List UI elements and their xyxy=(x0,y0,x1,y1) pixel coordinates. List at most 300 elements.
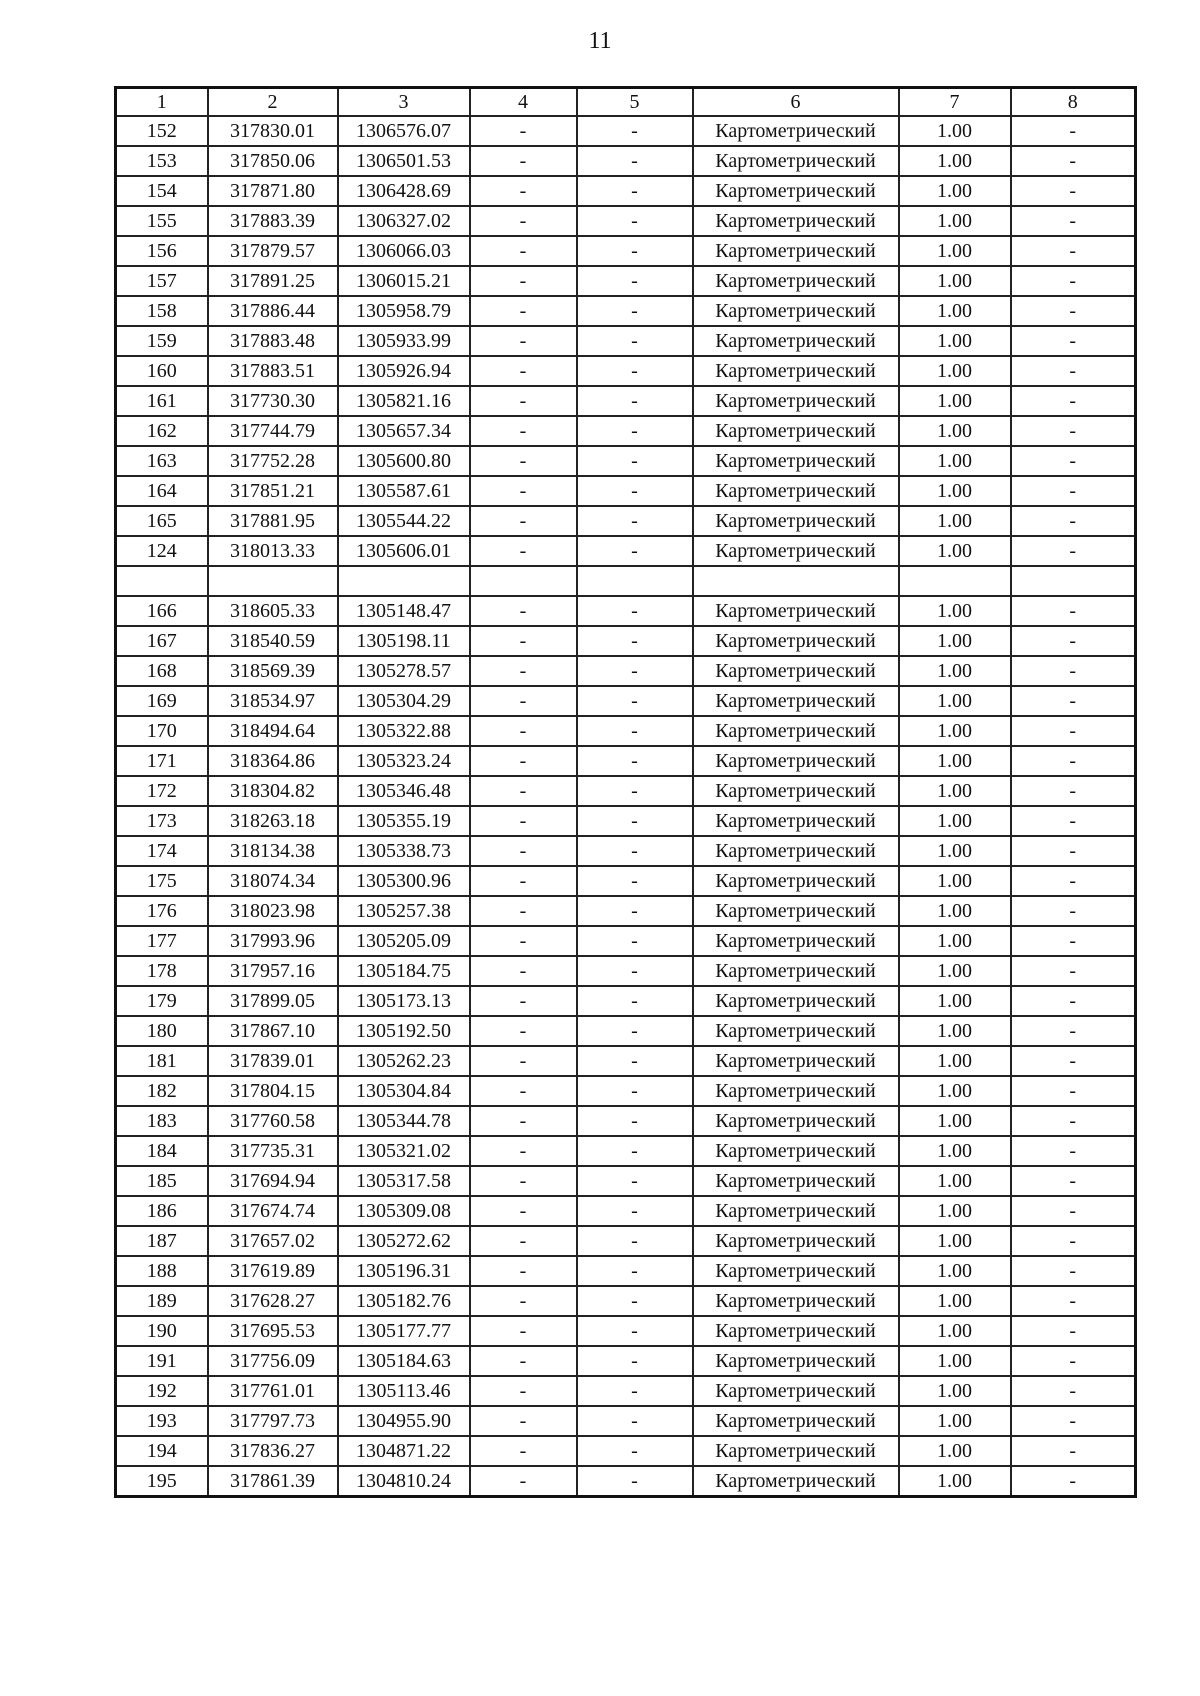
table-row xyxy=(116,296,1136,326)
method-cell: Картометрический xyxy=(693,386,899,416)
accuracy-cell: 1.00 xyxy=(899,1466,1011,1497)
column-8-cell: - xyxy=(1011,1196,1136,1226)
method-cell: Картометрический xyxy=(693,656,899,686)
y-coordinate-cell: 1305196.31 xyxy=(338,1256,470,1286)
x-coordinate-cell: 317881.95 xyxy=(208,506,338,536)
y-coordinate-cell: 1305182.76 xyxy=(338,1286,470,1316)
x-coordinate-cell: 317851.21 xyxy=(208,476,338,506)
point-number-cell: 167 xyxy=(116,626,208,656)
accuracy-cell: 1.00 xyxy=(899,836,1011,866)
column-8-cell: - xyxy=(1011,236,1136,266)
point-number-cell: 189 xyxy=(116,1286,208,1316)
point-number-cell: 124 xyxy=(116,536,208,566)
column-8-cell: - xyxy=(1011,266,1136,296)
point-number-cell: 153 xyxy=(116,146,208,176)
table-row xyxy=(116,986,1136,1016)
x-coordinate-cell: 317883.48 xyxy=(208,326,338,356)
point-number-cell: 194 xyxy=(116,1436,208,1466)
method-cell: Картометрический xyxy=(693,896,899,926)
method-cell: Картометрический xyxy=(693,686,899,716)
column-5-cell: - xyxy=(577,1436,693,1466)
column-5-cell: - xyxy=(577,1346,693,1376)
accuracy-cell: 1.00 xyxy=(899,746,1011,776)
x-coordinate-cell: 317735.31 xyxy=(208,1136,338,1166)
table-row xyxy=(116,146,1136,176)
column-5-cell: - xyxy=(577,536,693,566)
method-cell: Картометрический xyxy=(693,116,899,146)
table-row xyxy=(116,836,1136,866)
y-coordinate-cell: 1305600.80 xyxy=(338,446,470,476)
method-cell: Картометрический xyxy=(693,236,899,266)
column-5-cell: - xyxy=(577,326,693,356)
table-row xyxy=(116,866,1136,896)
column-4-cell: - xyxy=(470,1106,577,1136)
x-coordinate-cell: 318074.34 xyxy=(208,866,338,896)
table-row xyxy=(116,266,1136,296)
column-5-cell: - xyxy=(577,116,693,146)
accuracy-cell: 1.00 xyxy=(899,776,1011,806)
y-coordinate-cell: 1305317.58 xyxy=(338,1166,470,1196)
y-coordinate-cell: 1305321.02 xyxy=(338,1136,470,1166)
column-8-cell: - xyxy=(1011,1346,1136,1376)
table-row xyxy=(116,1166,1136,1196)
table-row xyxy=(116,1106,1136,1136)
method-cell: Картометрический xyxy=(693,1286,899,1316)
column-4-cell: - xyxy=(470,1136,577,1166)
y-coordinate-cell: 1305278.57 xyxy=(338,656,470,686)
accuracy-cell: 1.00 xyxy=(899,1016,1011,1046)
column-5-cell: - xyxy=(577,266,693,296)
point-number-cell: 175 xyxy=(116,866,208,896)
accuracy-cell: 1.00 xyxy=(899,176,1011,206)
table-body xyxy=(116,88,1136,1497)
column-8-cell: - xyxy=(1011,116,1136,146)
point-number-cell: 183 xyxy=(116,1106,208,1136)
x-coordinate-cell: 317883.39 xyxy=(208,206,338,236)
column-8-cell: - xyxy=(1011,716,1136,746)
column-5-cell: - xyxy=(577,626,693,656)
table-row xyxy=(116,446,1136,476)
column-5-cell: - xyxy=(577,176,693,206)
accuracy-cell: 1.00 xyxy=(899,716,1011,746)
table-row xyxy=(116,356,1136,386)
x-coordinate-cell xyxy=(208,566,338,596)
y-coordinate-cell: 1305177.77 xyxy=(338,1316,470,1346)
method-cell: Картометрический xyxy=(693,146,899,176)
column-8-cell: - xyxy=(1011,146,1136,176)
accuracy-cell: 1.00 xyxy=(899,1286,1011,1316)
method-cell: Картометрический xyxy=(693,746,899,776)
x-coordinate-cell: 317899.05 xyxy=(208,986,338,1016)
point-number-cell: 165 xyxy=(116,506,208,536)
column-5-cell: - xyxy=(577,1046,693,1076)
accuracy-cell: 1.00 xyxy=(899,1166,1011,1196)
point-number-cell: 159 xyxy=(116,326,208,356)
table-row xyxy=(116,926,1136,956)
column-8-cell: - xyxy=(1011,446,1136,476)
table-row xyxy=(116,746,1136,776)
column-4-cell: - xyxy=(470,626,577,656)
x-coordinate-cell: 317879.57 xyxy=(208,236,338,266)
method-cell: Картометрический xyxy=(693,1256,899,1286)
accuracy-cell: 1.00 xyxy=(899,536,1011,566)
accuracy-cell: 1.00 xyxy=(899,656,1011,686)
accuracy-cell: 1.00 xyxy=(899,1046,1011,1076)
column-8-cell: - xyxy=(1011,386,1136,416)
column-4-cell: - xyxy=(470,806,577,836)
table-row xyxy=(116,716,1136,746)
method-cell: Картометрический xyxy=(693,866,899,896)
table-row xyxy=(116,596,1136,626)
point-number-cell: 161 xyxy=(116,386,208,416)
y-coordinate-cell: 1305958.79 xyxy=(338,296,470,326)
column-4-cell: - xyxy=(470,746,577,776)
accuracy-cell: 1.00 xyxy=(899,326,1011,356)
x-coordinate-cell: 318540.59 xyxy=(208,626,338,656)
accuracy-cell: 1.00 xyxy=(899,1226,1011,1256)
point-number-cell: 173 xyxy=(116,806,208,836)
y-coordinate-cell: 1305544.22 xyxy=(338,506,470,536)
column-5-cell: - xyxy=(577,716,693,746)
table-row xyxy=(116,1256,1136,1286)
column-4-cell: - xyxy=(470,146,577,176)
table-row xyxy=(116,476,1136,506)
column-8-cell: - xyxy=(1011,296,1136,326)
point-number-cell: 193 xyxy=(116,1406,208,1436)
column-4-cell: - xyxy=(470,716,577,746)
x-coordinate-cell: 317752.28 xyxy=(208,446,338,476)
column-8-cell: - xyxy=(1011,1136,1136,1166)
accuracy-cell: 1.00 xyxy=(899,146,1011,176)
column-5-cell: - xyxy=(577,746,693,776)
column-8-cell: - xyxy=(1011,626,1136,656)
y-coordinate-cell: 1305262.23 xyxy=(338,1046,470,1076)
y-coordinate-cell: 1305198.11 xyxy=(338,626,470,656)
column-8-cell: - xyxy=(1011,926,1136,956)
column-4-cell: - xyxy=(470,326,577,356)
method-cell: Картометрический xyxy=(693,1406,899,1436)
column-5-cell: - xyxy=(577,1316,693,1346)
x-coordinate-cell: 317760.58 xyxy=(208,1106,338,1136)
column-5-cell: - xyxy=(577,206,693,236)
table-row xyxy=(116,956,1136,986)
point-number-cell: 157 xyxy=(116,266,208,296)
column-8-cell: - xyxy=(1011,866,1136,896)
column-5-cell: - xyxy=(577,506,693,536)
method-cell: Картометрический xyxy=(693,836,899,866)
column-8-cell: - xyxy=(1011,536,1136,566)
table-row xyxy=(116,1346,1136,1376)
column-8-cell: - xyxy=(1011,746,1136,776)
column-8-cell: - xyxy=(1011,956,1136,986)
column-4-cell xyxy=(470,566,577,596)
x-coordinate-cell: 317883.51 xyxy=(208,356,338,386)
column-4-cell: - xyxy=(470,1466,577,1497)
column-5-cell: - xyxy=(577,1106,693,1136)
method-cell: Картометрический xyxy=(693,266,899,296)
column-4-cell: - xyxy=(470,206,577,236)
accuracy-cell: 1.00 xyxy=(899,626,1011,656)
column-4-cell: - xyxy=(470,1076,577,1106)
y-coordinate-cell: 1305933.99 xyxy=(338,326,470,356)
y-coordinate-cell: 1305587.61 xyxy=(338,476,470,506)
column-4-cell: - xyxy=(470,386,577,416)
column-8-cell: - xyxy=(1011,176,1136,206)
column-8-cell: - xyxy=(1011,1226,1136,1256)
method-cell: Картометрический xyxy=(693,1076,899,1106)
x-coordinate-cell: 318569.39 xyxy=(208,656,338,686)
method-cell: Картометрический xyxy=(693,416,899,446)
x-coordinate-cell: 318013.33 xyxy=(208,536,338,566)
x-coordinate-cell: 317695.53 xyxy=(208,1316,338,1346)
accuracy-cell: 1.00 xyxy=(899,506,1011,536)
y-coordinate-cell: 1305257.38 xyxy=(338,896,470,926)
column-5-cell: - xyxy=(577,956,693,986)
column-4-cell: - xyxy=(470,416,577,446)
column-4-cell: - xyxy=(470,896,577,926)
method-cell: Картометрический xyxy=(693,1346,899,1376)
column-5-cell: - xyxy=(577,296,693,326)
table-row xyxy=(116,1016,1136,1046)
column-4-cell: - xyxy=(470,506,577,536)
table-row xyxy=(116,626,1136,656)
accuracy-cell: 1.00 xyxy=(899,1436,1011,1466)
accuracy-cell: 1.00 xyxy=(899,1346,1011,1376)
column-5-cell: - xyxy=(577,1256,693,1286)
column-5-cell: - xyxy=(577,926,693,956)
x-coordinate-cell: 318263.18 xyxy=(208,806,338,836)
header-cell: 6 xyxy=(693,88,899,117)
point-number-cell: 168 xyxy=(116,656,208,686)
method-cell: Картометрический xyxy=(693,1436,899,1466)
y-coordinate-cell: 1305309.08 xyxy=(338,1196,470,1226)
method-cell: Картометрический xyxy=(693,506,899,536)
column-8-cell: - xyxy=(1011,836,1136,866)
point-number-cell: 172 xyxy=(116,776,208,806)
column-4-cell: - xyxy=(470,1376,577,1406)
table-row xyxy=(116,506,1136,536)
point-number-cell: 191 xyxy=(116,1346,208,1376)
column-5-cell: - xyxy=(577,1016,693,1046)
x-coordinate-cell: 317694.94 xyxy=(208,1166,338,1196)
x-coordinate-cell: 318304.82 xyxy=(208,776,338,806)
accuracy-cell: 1.00 xyxy=(899,686,1011,716)
point-number-cell xyxy=(116,566,208,596)
method-cell: Картометрический xyxy=(693,1016,899,1046)
column-5-cell: - xyxy=(577,1196,693,1226)
column-8-cell: - xyxy=(1011,1406,1136,1436)
accuracy-cell: 1.00 xyxy=(899,1076,1011,1106)
table-row xyxy=(116,416,1136,446)
x-coordinate-cell: 317871.80 xyxy=(208,176,338,206)
x-coordinate-cell: 318023.98 xyxy=(208,896,338,926)
table-row xyxy=(116,1286,1136,1316)
method-cell: Картометрический xyxy=(693,1466,899,1497)
column-8-cell: - xyxy=(1011,476,1136,506)
column-8-cell: - xyxy=(1011,1466,1136,1497)
x-coordinate-cell: 317850.06 xyxy=(208,146,338,176)
method-cell: Картометрический xyxy=(693,206,899,236)
method-cell: Картометрический xyxy=(693,476,899,506)
accuracy-cell: 1.00 xyxy=(899,386,1011,416)
column-5-cell: - xyxy=(577,896,693,926)
column-8-cell: - xyxy=(1011,506,1136,536)
accuracy-cell: 1.00 xyxy=(899,896,1011,926)
accuracy-cell: 1.00 xyxy=(899,1136,1011,1166)
point-number-cell: 192 xyxy=(116,1376,208,1406)
method-cell: Картометрический xyxy=(693,1166,899,1196)
table-row xyxy=(116,1376,1136,1406)
column-5-cell xyxy=(577,566,693,596)
point-number-cell: 181 xyxy=(116,1046,208,1076)
x-coordinate-cell: 318364.86 xyxy=(208,746,338,776)
accuracy-cell: 1.00 xyxy=(899,206,1011,236)
column-8-cell: - xyxy=(1011,896,1136,926)
x-coordinate-cell: 317993.96 xyxy=(208,926,338,956)
accuracy-cell: 1.00 xyxy=(899,476,1011,506)
column-4-cell: - xyxy=(470,356,577,386)
column-4-cell: - xyxy=(470,1256,577,1286)
y-coordinate-cell: 1305205.09 xyxy=(338,926,470,956)
y-coordinate-cell: 1305606.01 xyxy=(338,536,470,566)
x-coordinate-cell: 317674.74 xyxy=(208,1196,338,1226)
table-row xyxy=(116,1406,1136,1436)
method-cell: Картометрический xyxy=(693,956,899,986)
column-4-cell: - xyxy=(470,866,577,896)
point-number-cell: 184 xyxy=(116,1136,208,1166)
point-number-cell: 174 xyxy=(116,836,208,866)
column-8-cell: - xyxy=(1011,206,1136,236)
column-8-cell: - xyxy=(1011,1046,1136,1076)
method-cell: Картометрический xyxy=(693,986,899,1016)
point-number-cell: 176 xyxy=(116,896,208,926)
point-number-cell: 162 xyxy=(116,416,208,446)
x-coordinate-cell: 317804.15 xyxy=(208,1076,338,1106)
accuracy-cell xyxy=(899,566,1011,596)
accuracy-cell: 1.00 xyxy=(899,806,1011,836)
y-coordinate-cell: 1305346.48 xyxy=(338,776,470,806)
y-coordinate-cell: 1305192.50 xyxy=(338,1016,470,1046)
y-coordinate-cell: 1305184.75 xyxy=(338,956,470,986)
column-4-cell: - xyxy=(470,656,577,686)
y-coordinate-cell: 1305148.47 xyxy=(338,596,470,626)
column-8-cell: - xyxy=(1011,686,1136,716)
coordinates-table xyxy=(114,86,1137,1498)
table-row xyxy=(116,386,1136,416)
table-row xyxy=(116,686,1136,716)
y-coordinate-cell: 1304810.24 xyxy=(338,1466,470,1497)
accuracy-cell: 1.00 xyxy=(899,1256,1011,1286)
table-row xyxy=(116,656,1136,686)
column-8-cell: - xyxy=(1011,1016,1136,1046)
column-4-cell: - xyxy=(470,1286,577,1316)
point-number-cell: 163 xyxy=(116,446,208,476)
column-4-cell: - xyxy=(470,776,577,806)
x-coordinate-cell: 317657.02 xyxy=(208,1226,338,1256)
table-row xyxy=(116,776,1136,806)
x-coordinate-cell: 318534.97 xyxy=(208,686,338,716)
column-4-cell: - xyxy=(470,1436,577,1466)
table-row xyxy=(116,1466,1136,1497)
column-4-cell: - xyxy=(470,266,577,296)
column-4-cell: - xyxy=(470,1346,577,1376)
column-4-cell: - xyxy=(470,1016,577,1046)
method-cell: Картометрический xyxy=(693,926,899,956)
accuracy-cell: 1.00 xyxy=(899,926,1011,956)
point-number-cell: 180 xyxy=(116,1016,208,1046)
column-4-cell: - xyxy=(470,236,577,266)
column-4-cell: - xyxy=(470,476,577,506)
table-blank-row xyxy=(116,566,1136,596)
table-row xyxy=(116,1196,1136,1226)
accuracy-cell: 1.00 xyxy=(899,596,1011,626)
method-cell: Картометрический xyxy=(693,176,899,206)
column-5-cell: - xyxy=(577,776,693,806)
column-5-cell: - xyxy=(577,686,693,716)
column-4-cell: - xyxy=(470,1046,577,1076)
column-5-cell: - xyxy=(577,356,693,386)
column-4-cell: - xyxy=(470,296,577,326)
column-8-cell: - xyxy=(1011,1376,1136,1406)
y-coordinate-cell: 1305323.24 xyxy=(338,746,470,776)
column-4-cell: - xyxy=(470,686,577,716)
column-8-cell: - xyxy=(1011,596,1136,626)
point-number-cell: 152 xyxy=(116,116,208,146)
column-4-cell: - xyxy=(470,1196,577,1226)
column-8-cell: - xyxy=(1011,356,1136,386)
point-number-cell: 186 xyxy=(116,1196,208,1226)
column-8-cell: - xyxy=(1011,1076,1136,1106)
point-number-cell: 190 xyxy=(116,1316,208,1346)
column-5-cell: - xyxy=(577,1226,693,1256)
column-5-cell: - xyxy=(577,986,693,1016)
method-cell: Картометрический xyxy=(693,776,899,806)
column-8-cell: - xyxy=(1011,326,1136,356)
column-5-cell: - xyxy=(577,146,693,176)
table-row xyxy=(116,176,1136,206)
x-coordinate-cell: 317797.73 xyxy=(208,1406,338,1436)
accuracy-cell: 1.00 xyxy=(899,446,1011,476)
column-5-cell: - xyxy=(577,236,693,266)
column-4-cell: - xyxy=(470,176,577,206)
table-row xyxy=(116,206,1136,236)
point-number-cell: 185 xyxy=(116,1166,208,1196)
point-number-cell: 154 xyxy=(116,176,208,206)
x-coordinate-cell: 317839.01 xyxy=(208,1046,338,1076)
column-8-cell: - xyxy=(1011,1166,1136,1196)
table-row xyxy=(116,1226,1136,1256)
column-5-cell: - xyxy=(577,446,693,476)
point-number-cell: 195 xyxy=(116,1466,208,1497)
method-cell: Картометрический xyxy=(693,1196,899,1226)
x-coordinate-cell: 318134.38 xyxy=(208,836,338,866)
x-coordinate-cell: 317628.27 xyxy=(208,1286,338,1316)
x-coordinate-cell: 317861.39 xyxy=(208,1466,338,1497)
y-coordinate-cell: 1304871.22 xyxy=(338,1436,470,1466)
method-cell: Картометрический xyxy=(693,1106,899,1136)
point-number-cell: 171 xyxy=(116,746,208,776)
column-4-cell: - xyxy=(470,1316,577,1346)
y-coordinate-cell: 1305184.63 xyxy=(338,1346,470,1376)
header-cell: 5 xyxy=(577,88,693,117)
table-row xyxy=(116,1136,1136,1166)
method-cell: Картометрический xyxy=(693,536,899,566)
column-5-cell: - xyxy=(577,1076,693,1106)
method-cell: Картометрический xyxy=(693,1046,899,1076)
column-5-cell: - xyxy=(577,1166,693,1196)
column-4-cell: - xyxy=(470,596,577,626)
method-cell: Картометрический xyxy=(693,626,899,656)
